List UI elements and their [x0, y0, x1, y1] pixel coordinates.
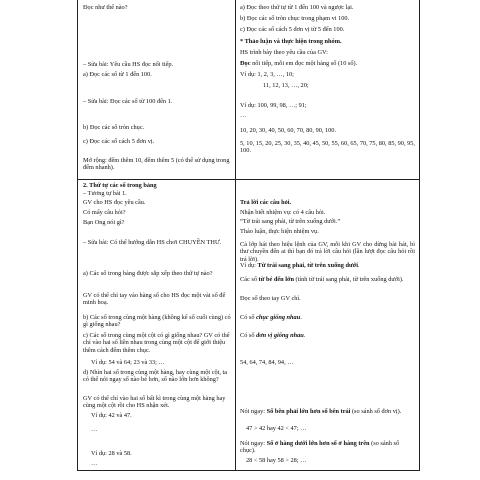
text-paragraph: GV có thể chỉ tay vào hàng số cho HS đọc một vài số để minh hoạ.	[83, 292, 226, 307]
text-line: Có mấy câu hỏi?	[83, 209, 126, 216]
text-line: 28 < 58 hay 58 > 28; …	[246, 457, 307, 464]
text-bold: Số bên phải lớn hơn số bên trái	[266, 408, 351, 415]
text-span: .	[358, 262, 360, 269]
text-line	[240, 262, 415, 269]
text-line: Thảo luận, thực hiện nhiệm vụ.	[240, 228, 319, 235]
section-heading: 2. Thứ tự các số trong bảng	[83, 182, 157, 189]
text-line	[240, 276, 415, 283]
text-bold: Số ở hàng dưới lớn hơn số ở hàng trên	[266, 440, 370, 447]
text-span: Có số	[240, 332, 257, 339]
text-line: Ví dụ: 54 và 64; 23 và 33; …	[91, 359, 165, 366]
text-bold: Đọc	[240, 60, 251, 67]
text-line: Bạn Ong nói gì?	[83, 219, 125, 226]
row-divider	[78, 179, 419, 180]
text-span: nối tiếp, mỗi em đọc một hàng số (10 số).	[250, 60, 358, 67]
text-line: Trả lời các câu hỏi.	[240, 199, 292, 206]
text-line: Ví dụ: 100, 99, 98, …; 91;	[240, 102, 307, 109]
text-paragraph: a) Các số trong bảng được sắp xếp theo thứ tự nào?	[83, 270, 213, 277]
text-line: c) Đọc các số cách 5 đơn vị.	[83, 138, 155, 145]
text-bold: Từ trái sang phải, từ trên xuống dưới	[257, 262, 359, 269]
text-span: .	[303, 332, 306, 339]
text-line: 47 > 42 hay 42 < 47; …	[246, 425, 307, 432]
column-divider	[235, 0, 236, 470]
text-line: GV cho HS đọc yêu cầu.	[83, 199, 146, 206]
text-line: b) Đọc các số tròn chục trong phạm vi 100.	[240, 15, 350, 22]
text-line	[240, 332, 305, 339]
text-line: – Tương tự bài 1.	[83, 190, 127, 197]
text-line: 54, 64, 74, 84, 94, …	[240, 359, 294, 366]
text-bold-italic: đơn vị giống nhau	[256, 332, 304, 339]
text-bold-italic: chục giống nhau	[256, 314, 301, 321]
text-paragraph: d) Nhìn hai số trong cùng một hàng, hay cùng một cột, ta có thể nói ngay số nào bé hơn, số nào lớn hơn không?	[83, 369, 228, 384]
text-paragraph: b) Các số trong cùng một hàng (không kể số cuối cùng) có gì giống nhau?	[83, 314, 231, 329]
text-line: …	[240, 112, 247, 119]
text-line: HS trình bày theo yêu cầu của GV:	[240, 49, 328, 56]
text-paragraph: Cả lớp hát theo hiệu lệnh của GV, mỗi khi GV cho dừng bài hát, bì thư chuyền đến ai thì bạn đó trả lời câu hỏi (lần lượt đọc câu hỏi rồi trả lời).	[240, 241, 415, 263]
text-line: a) Đọc theo thứ tự từ 1 đến 100 và ngược lại.	[240, 4, 354, 11]
text-line: * Thảo luận và thực hiện trong nhóm.	[240, 38, 342, 45]
text-span: Các số	[240, 276, 259, 283]
text-paragraph: – Sửa bài: Có thể hướng dẫn HS chơi CHUYỀN THƯ.	[83, 239, 222, 246]
text-span: (so sánh số chục).	[240, 440, 400, 455]
text-line: Ví dụ: 1, 2, 3, …, 10;	[240, 71, 294, 78]
text-span: (so sánh số đơn vị).	[350, 408, 402, 415]
text-span: Có số	[240, 314, 257, 321]
text-span: .	[300, 314, 302, 321]
text-line	[240, 440, 415, 455]
text-paragraph: 5, 10, 15, 20, 25, 30, 35, 40, 45, 50, 55, 60, 65, 70, 75, 80, 85, 90, 95, 100.	[240, 140, 415, 155]
text-paragraph: c) Các số trong cùng một cột có gì giống nhau? GV có thể chỉ vào hai số liền nhau trong cùng một cột để giới thiệu thêm cách đếm thêm chục.	[83, 332, 230, 354]
text-line: – Sửa bài: Yêu cầu HS đọc nối tiếp.	[83, 61, 174, 68]
text-line: c) Đọc các số cách 5 đơn vị từ 5 đến 100.	[240, 26, 345, 33]
text-line: Đọc số theo tay GV chỉ.	[240, 295, 301, 302]
text-line	[240, 314, 302, 321]
text-span: (tính từ trái sang phải, từ trên xuống dưới).	[293, 276, 404, 283]
text-paragraph: GV có thể chỉ vào hai số bất kì trong cùng một hàng hay cùng một cột rồi cho HS nhận xét.	[83, 395, 226, 410]
lesson-table	[77, 0, 420, 471]
text-line	[240, 408, 415, 415]
text-line: b) Đọc các số tròn chục.	[83, 124, 145, 131]
text-line: 11, 12, 13, …, 20;	[263, 82, 309, 89]
text-line: Ví dụ: 28 và 58.	[91, 450, 132, 457]
text-line: Ví dụ: 42 và 47.	[91, 412, 132, 419]
text-line: …	[91, 426, 98, 433]
text-line: – Sửa bài: Đọc các số từ 100 đến 1.	[83, 98, 173, 105]
text-line	[240, 60, 357, 67]
text-span: Nói ngay:	[240, 440, 267, 447]
text-paragraph: Mở rộng: đếm thêm 10, đếm thêm 5 (có thể sử dụng trong đếm nhanh).	[83, 157, 230, 172]
text-span: Nói ngay:	[240, 408, 267, 415]
text-line: 10, 20, 30, 40, 50, 60, 70, 80, 90, 100.	[240, 127, 337, 134]
text-span: Ví dụ:	[240, 262, 258, 269]
text-bold: từ bé đến lớn	[258, 276, 294, 283]
text-line: …	[91, 460, 98, 467]
text-line: “Từ trái sang phải, từ trên xuống dưới.”	[240, 218, 341, 225]
text-line: a) Đọc các số từ 1 đến 100.	[83, 71, 152, 78]
text-line: Nhận biết nhiệm vụ: có 4 câu hỏi.	[240, 209, 326, 216]
text-line: Đọc như thế nào?	[83, 4, 128, 11]
